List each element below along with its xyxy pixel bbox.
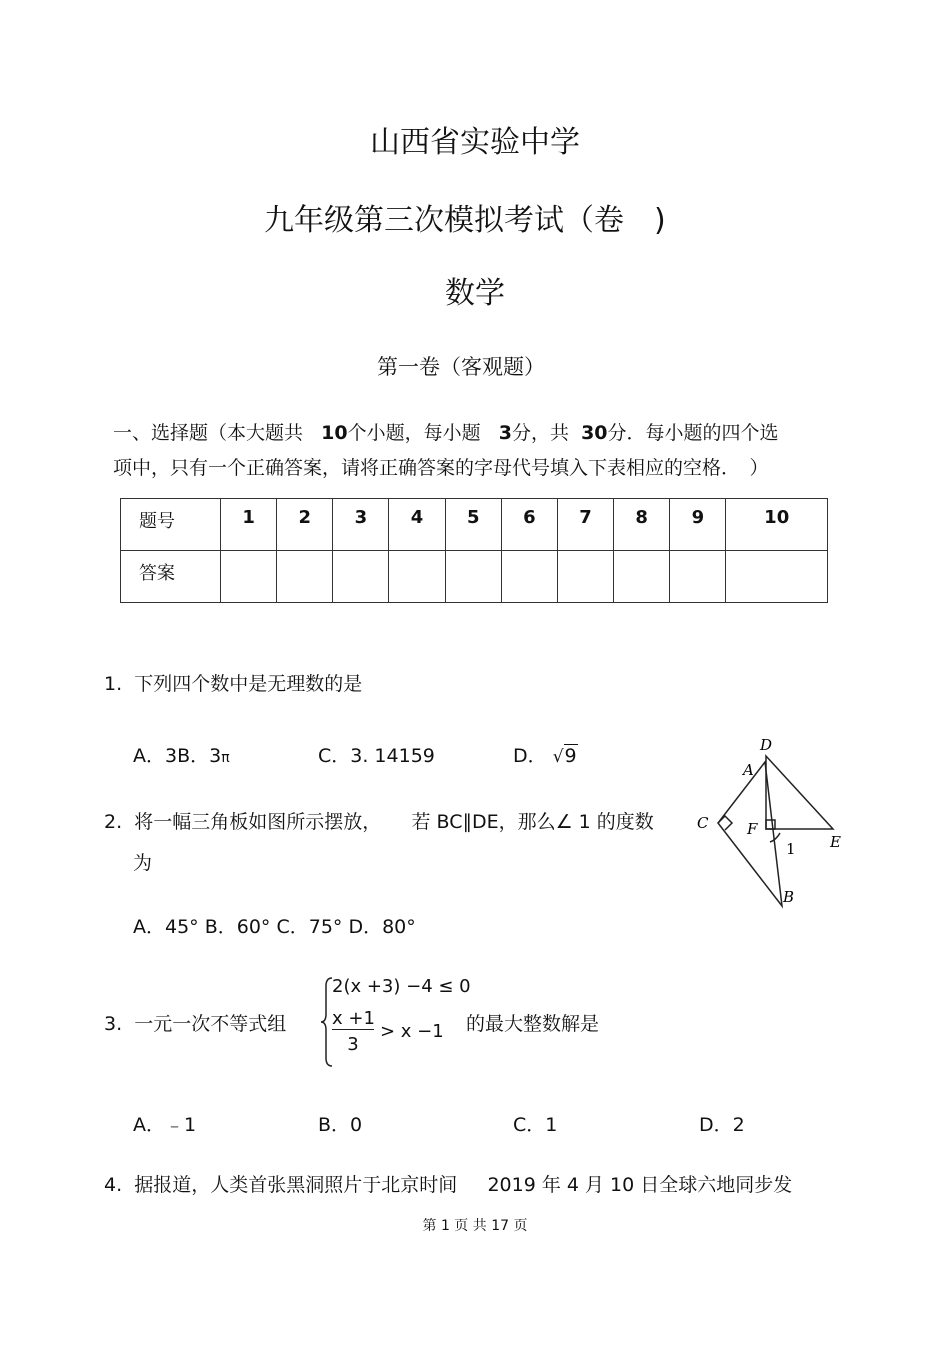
label-C: C xyxy=(697,814,709,832)
table-row xyxy=(121,499,828,551)
label-angle-1: 1 xyxy=(786,840,796,858)
section-instructions-line1: 一、选择题（本大题共 10个小题，每小题 3分，共 30分．每小题的四个选 xyxy=(113,422,779,444)
question-3: 3. 一元一次不等式组 xyxy=(104,1013,287,1035)
answer-cell[interactable] xyxy=(277,551,333,603)
table-head-answer: 答案 xyxy=(121,551,221,603)
sqrt-radicand: 9 xyxy=(564,745,577,767)
triangle-figure xyxy=(690,730,850,910)
answer-cell[interactable] xyxy=(501,551,557,603)
fraction-numerator: x +1 xyxy=(332,1008,375,1029)
page-footer: 第 1 页 共 17 页 xyxy=(422,1218,528,1234)
question-4: 4. 据报道，人类首张黑洞照片于北京时间 2019 年 4 月 10 日全球六地同步发 xyxy=(104,1174,793,1196)
label-A: A xyxy=(743,761,754,779)
answer-cell[interactable] xyxy=(333,551,389,603)
question-number: 1. xyxy=(104,673,123,695)
q1-option-ab: A．3B．3π xyxy=(133,745,230,767)
answer-table xyxy=(120,498,828,603)
subject-title: 数学 xyxy=(445,276,505,311)
answer-cell[interactable] xyxy=(670,551,726,603)
exam-title: 九年级第三次模拟考试（卷 ) xyxy=(264,203,666,238)
q3-option-d: D．2 xyxy=(699,1114,745,1136)
answer-cell[interactable] xyxy=(221,551,277,603)
answer-cell[interactable] xyxy=(557,551,613,603)
q3-option-b: B．0 xyxy=(318,1114,363,1136)
table-cell-number: 1 xyxy=(221,499,277,551)
section-instructions-line2: 项中，只有一个正确答案，请将正确答案的字母代号填入下表相应的空格． ） xyxy=(113,457,769,479)
answer-cell[interactable] xyxy=(614,551,670,603)
q3-option-c: C．1 xyxy=(513,1114,558,1136)
inequality-system xyxy=(320,976,470,1068)
fraction-denominator: 3 xyxy=(347,1034,359,1055)
school-title: 山西省实验中学 xyxy=(370,125,580,160)
table-head-number: 题号 xyxy=(121,499,221,551)
table-cell-number: 7 xyxy=(557,499,613,551)
question-2: 2. 将一幅三角板如图所示摆放， 若 BC∥DE，那么∠ 1 的度数 xyxy=(104,811,654,833)
q1-option-d: D． √9 xyxy=(513,745,577,767)
sqrt-icon: √ xyxy=(552,747,564,767)
answer-cell[interactable] xyxy=(389,551,445,603)
table-cell-number: 3 xyxy=(333,499,389,551)
question-1 xyxy=(104,669,362,696)
volume-title: 第一卷（客观题） xyxy=(377,355,545,379)
question-text: 下列四个数中是无理数的是 xyxy=(134,673,363,695)
question-3-cont: 的最大整数解是 xyxy=(466,1013,600,1035)
inequality-1: 2(x +3) −4 ≤ 0 xyxy=(332,976,471,997)
pi-symbol: π xyxy=(221,750,230,766)
table-cell-number: 8 xyxy=(614,499,670,551)
table-cell-number: 9 xyxy=(670,499,726,551)
table-cell-number: 4 xyxy=(389,499,445,551)
table-cell-number: 2 xyxy=(277,499,333,551)
label-B: B xyxy=(783,888,795,906)
inequality-2-rest: > x −1 xyxy=(380,1021,444,1042)
table-cell-number: 6 xyxy=(501,499,557,551)
table-cell-number: 5 xyxy=(445,499,501,551)
question-2-cont: 为 xyxy=(133,852,153,874)
table-cell-number: 10 xyxy=(726,499,828,551)
label-D: D xyxy=(760,736,773,754)
q1-option-c: C．3. 14159 xyxy=(318,745,435,767)
answer-cell[interactable] xyxy=(445,551,501,603)
q2-options: A．45° B．60° C．75° D．80° xyxy=(133,916,416,938)
label-E: E xyxy=(830,833,841,851)
answer-cell[interactable] xyxy=(726,551,828,603)
table-row xyxy=(121,551,828,603)
q3-option-a: A．﹣1 xyxy=(133,1114,197,1136)
label-F: F xyxy=(747,820,758,838)
